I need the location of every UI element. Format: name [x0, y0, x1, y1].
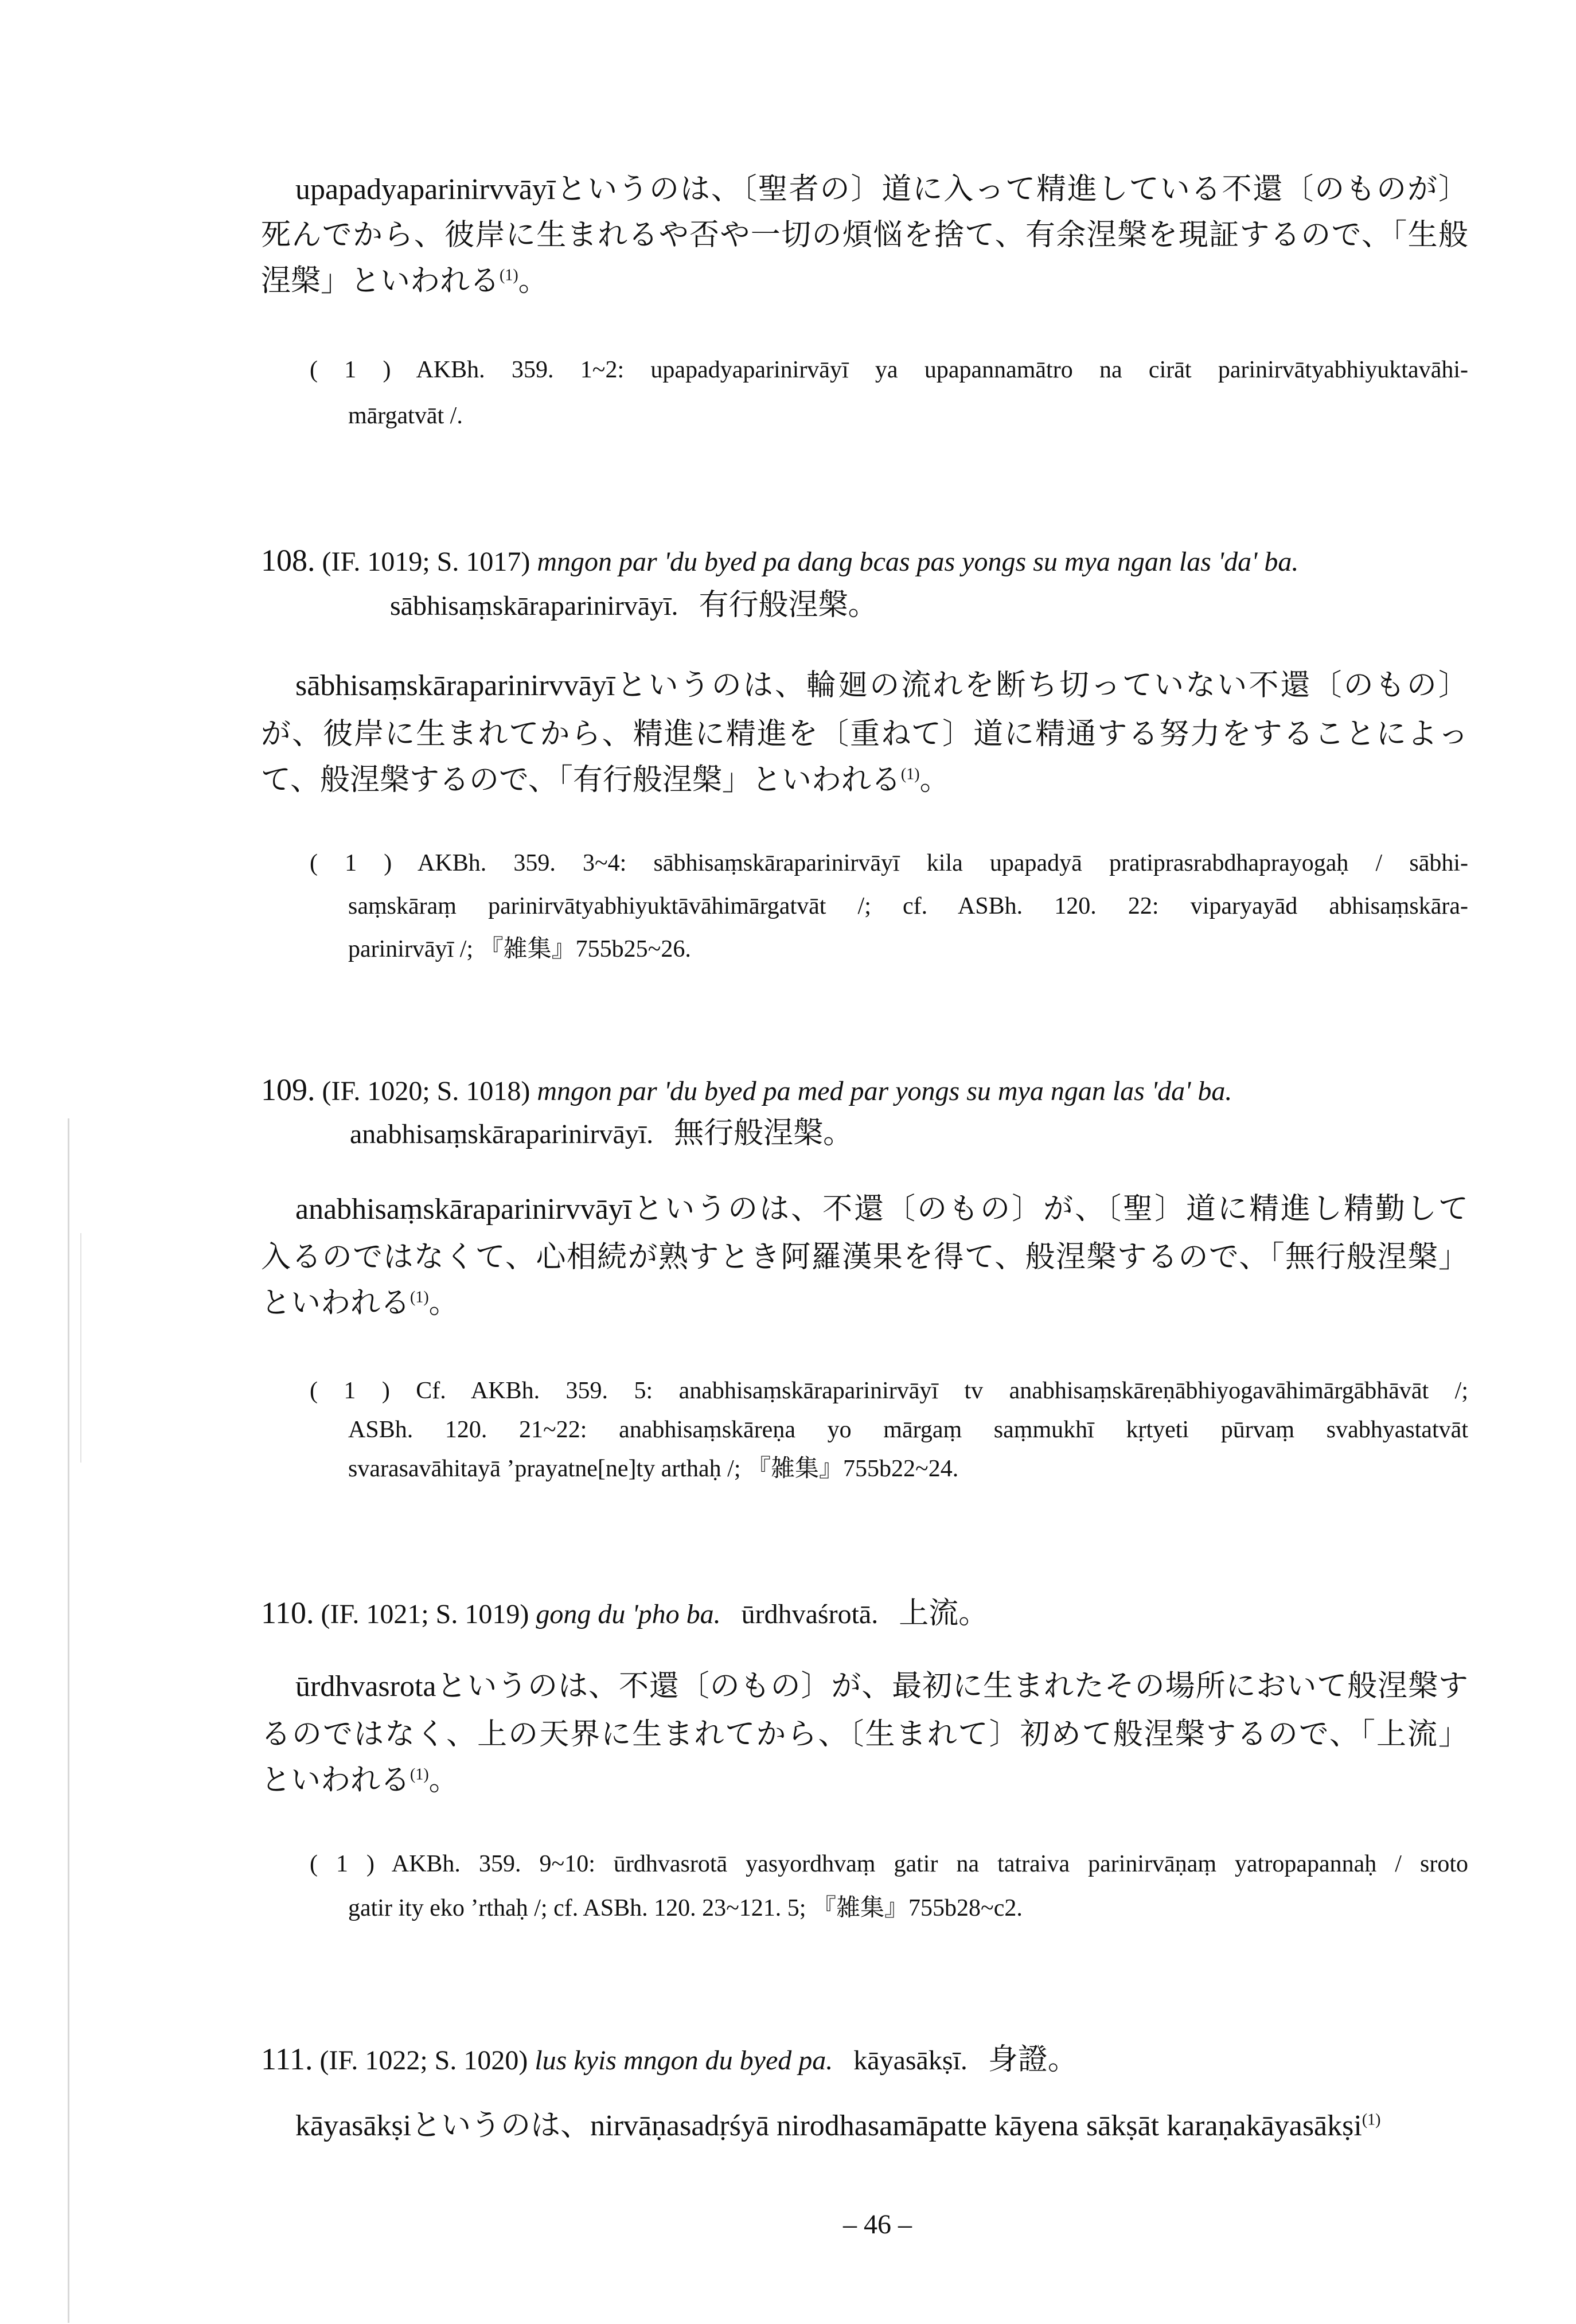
footnote-line: ( 1 ) AKBh. 359. 1~2: upapadyaparinirvāyī ya upapannamātro na cirāt parinirvātyabhiyuktavāhi-	[310, 357, 1468, 383]
tibetan-term: lus kyis mngon du byed pa.	[535, 2045, 833, 2076]
footnote-ref[interactable]: (1)	[900, 765, 920, 783]
scan-artifact-line	[80, 1233, 81, 1463]
footnote-line: ( 1 ) AKBh. 359. 3~4: sābhisaṃskāraparinirvāyī kila upapadyā pratiprasrabdhaprayogaḥ / sābhi-	[310, 850, 1468, 876]
tibetan-term: gong du 'pho ba.	[536, 1599, 721, 1629]
paragraph-line: sābhisaṃskāraparinirvvāyīというのは、輪廻の流れを断ち切っていない不還〔のもの〕	[295, 669, 1468, 702]
entry-ref: (IF. 1020; S. 1018)	[322, 1076, 530, 1106]
sanskrit-term: sābhisaṃskāraparinirvāyī.	[390, 591, 678, 621]
footnote-line: ( 1 ) Cf. AKBh. 359. 5: anabhisaṃskāraparinirvāyī tv anabhisaṃskāreṇābhiyogavāhimārgābhāvāt /;	[310, 1378, 1468, 1404]
entry-terms	[390, 588, 878, 623]
chinese-term: 無行般涅槃。	[674, 1117, 853, 1150]
paragraph-line: upapadyaparinirvvāyīというのは、〔聖者の〕道に入って精進している不還〔のものが〕	[295, 173, 1468, 206]
paragraph-line: 入るのではなくて、心相続が熟すとき阿羅漢果を得て、般涅槃するので、「無行般涅槃」	[261, 1241, 1468, 1274]
chinese-term: 身證。	[988, 2044, 1078, 2076]
entry-heading	[261, 542, 1298, 579]
footnote-ref[interactable]: (1)	[410, 1288, 429, 1307]
entry-terms	[350, 1116, 853, 1152]
paragraph-text: といわれる	[261, 1764, 411, 1797]
entry-ref: (IF. 1021; S. 1019)	[321, 1599, 529, 1629]
paragraph-text: 。	[919, 764, 950, 797]
footnote-ref[interactable]: (1)	[1362, 2111, 1381, 2129]
chinese-term: 上流。	[899, 1597, 989, 1630]
footnote-line: parinirvāyī /; 『雑集』755b25~26.	[348, 936, 691, 962]
paragraph-text: kāyasākṣiというのは、nirvāṇasadṛśyā nirodhasamāpatte kāyena sākṣāt karaṇakāyasākṣi	[295, 2109, 1362, 2142]
tibetan-term: mngon par 'du byed pa dang bcas pas yongs su mya ngan las 'da' ba.	[537, 547, 1299, 577]
paragraph-text: といわれる	[261, 1287, 411, 1320]
paragraph-line	[261, 1763, 459, 1799]
sanskrit-term: kāyasākṣī.	[853, 2045, 968, 2076]
entry-heading	[261, 1071, 1232, 1109]
paragraph-line	[261, 1286, 459, 1321]
page-number: – 46 –	[843, 2209, 912, 2240]
footnote-line: mārgatvāt /.	[348, 403, 463, 429]
paragraph-line	[261, 763, 950, 798]
paragraph-line: anabhisaṃskāraparinirvvāyīというのは、不還〔のもの〕が、〔聖〕道に精進し精勤して	[295, 1193, 1468, 1226]
footnote-line: svarasavāhitayā ’prayatne[ne]ty arthaḥ /; 『雑集』755b22~24.	[348, 1456, 959, 1482]
footnote-line: ASBh. 120. 21~22: anabhisaṃskāreṇa yo mārgaṃ saṃmukhī kṛtyeti pūrvaṃ svabhyastatvāt	[348, 1417, 1468, 1443]
paragraph-line: ūrdhvasrotaというのは、不還〔のもの〕が、最初に生まれたその場所において般涅槃す	[295, 1670, 1468, 1703]
footnote-line: ( 1 ) AKBh. 359. 9~10: ūrdhvasrotā yasyordhvaṃ gatir na tatraiva parinirvāṇaṃ yatropapannaḥ / sroto	[310, 1851, 1468, 1877]
entry-number: 108.	[261, 543, 315, 578]
paragraph-line	[261, 264, 548, 299]
entry-number: 111.	[261, 2042, 313, 2076]
paragraph-text: 。	[428, 1287, 459, 1320]
paragraph-line: 死んでから、彼岸に生まれるや否や一切の煩悩を捨て、有余涅槃を現証するので、「生般	[261, 219, 1468, 252]
entry-ref: (IF. 1019; S. 1017)	[322, 547, 530, 577]
sanskrit-term: ūrdhvaśrotā.	[741, 1599, 879, 1629]
paragraph-text: 涅槃」といわれる	[261, 265, 500, 298]
paragraph-text: 。	[428, 1764, 459, 1797]
footnote-line: gatir ity eko ’rthaḥ /; cf. ASBh. 120. 23~121. 5; 『雑集』755b28~c2.	[348, 1895, 1023, 1921]
sanskrit-term: anabhisaṃskāraparinirvāyī.	[350, 1119, 654, 1149]
footnote-ref[interactable]: (1)	[410, 1765, 429, 1784]
tibetan-term: mngon par 'du byed pa med par yongs su mya ngan las 'da' ba.	[537, 1076, 1232, 1106]
entry-ref: (IF. 1022; S. 1020)	[319, 2045, 528, 2076]
entry-number: 109.	[261, 1073, 315, 1107]
scan-artifact-line	[68, 1118, 69, 2323]
footnote-ref[interactable]: (1)	[500, 266, 518, 284]
paragraph-text: て、般涅槃するので、「有行般涅槃」といわれる	[261, 764, 901, 797]
entry-heading	[261, 2041, 1078, 2078]
entry-heading	[261, 1594, 988, 1632]
paragraph-line: が、彼岸に生まれてから、精進に精進を〔重ねて〕道に精通する努力をすることによっ	[261, 718, 1468, 751]
paragraph-line: るのではなく、上の天界に生まれてから、〔生まれて〕初めて般涅槃するので、「上流」	[261, 1718, 1468, 1751]
paragraph-text: 。	[518, 265, 548, 298]
chinese-term: 有行般涅槃。	[699, 589, 878, 622]
footnote-line: saṃskāraṃ parinirvātyabhiyuktāvāhimārgatvāt /; cf. ASBh. 120. 22: viparyayād abhisaṃskāra-	[348, 893, 1468, 919]
paragraph-line	[295, 2108, 1380, 2144]
entry-number: 110.	[261, 1596, 314, 1630]
